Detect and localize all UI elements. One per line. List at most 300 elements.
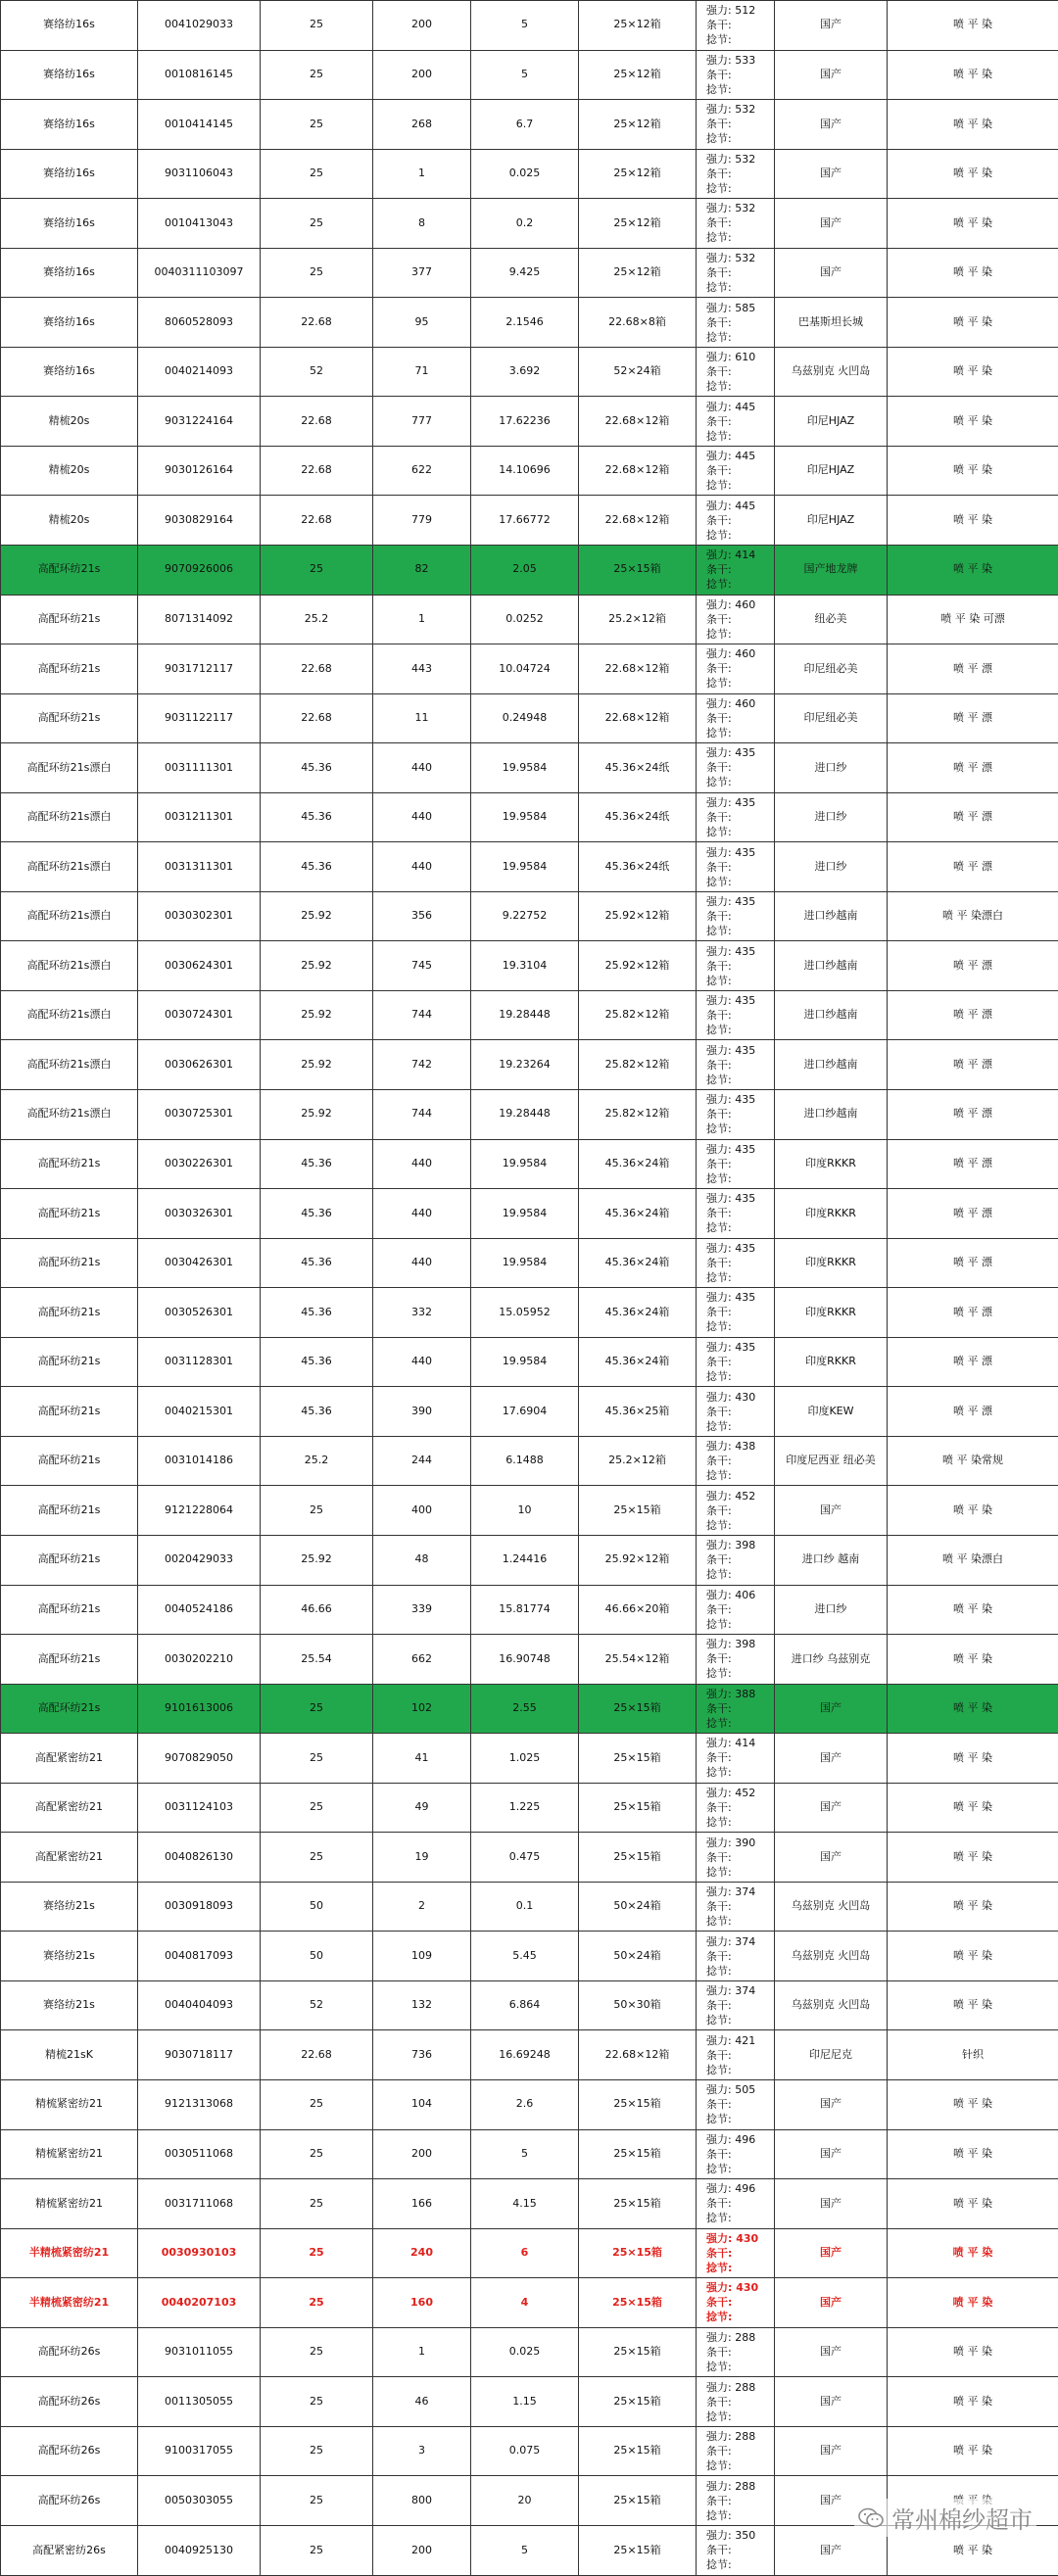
cell-spec: 25.92×12箱: [579, 941, 697, 991]
cell-code: 9070926006: [138, 546, 261, 596]
prop-strength: [706, 350, 770, 364]
prop-value: 435: [735, 1093, 756, 1107]
cell-origin: 进口纱: [775, 743, 888, 793]
prop-label: 捻节:: [706, 1270, 732, 1284]
prop-strength: [706, 1390, 770, 1405]
prop-label: 捻节:: [706, 2212, 732, 2225]
cell-code: 9031122117: [138, 693, 261, 743]
prop-label: 强力:: [706, 1588, 732, 1601]
cell-tons: 19.9584: [471, 1189, 579, 1239]
prop-value: 532: [735, 152, 756, 166]
cell-spec: 25×12箱: [579, 248, 697, 298]
table-row: [1, 2278, 1058, 2328]
prop-value: 374: [735, 1885, 756, 1899]
cell-spec: 50×24箱: [579, 1932, 697, 1981]
prop-label: 条干:: [706, 1503, 732, 1517]
cell-code: 0031211301: [138, 792, 261, 842]
prop-twist: [706, 1171, 770, 1186]
cell-w: 25: [261, 149, 373, 199]
cell-name: 精梳紧密纺21: [1, 2079, 138, 2129]
cell-properties: [697, 2476, 775, 2526]
cell-spec: 52×24箱: [579, 347, 697, 397]
cell-process: 喷 平 染: [888, 1783, 1058, 1833]
prop-strip: [706, 1503, 770, 1518]
cell-process: 喷 平 染漂白: [888, 1535, 1058, 1585]
cell-properties: [697, 347, 775, 397]
cell-code: 0040215301: [138, 1387, 261, 1437]
cell-qty: 268: [373, 100, 471, 150]
prop-label: 条干:: [706, 811, 732, 825]
cell-tons: 5.45: [471, 1932, 579, 1981]
prop-twist: [706, 825, 770, 839]
table-row: [1, 298, 1058, 348]
prop-value: 435: [735, 895, 756, 909]
cell-properties: [697, 397, 775, 447]
cell-properties: [697, 595, 775, 644]
prop-strip: [706, 562, 770, 577]
prop-label: 条干:: [706, 1108, 732, 1121]
cell-origin: 进口纱越南: [775, 891, 888, 941]
prop-label: 条干:: [706, 1553, 732, 1567]
cell-properties: [697, 792, 775, 842]
prop-value: 435: [735, 746, 756, 760]
prop-label: 强力:: [706, 2231, 733, 2245]
cell-qty: 200: [373, 2129, 471, 2179]
cell-properties: [697, 2278, 775, 2328]
prop-strength: [706, 1687, 770, 1701]
cell-process: 喷 平 漂: [888, 1288, 1058, 1338]
prop-value: 421: [735, 2033, 756, 2047]
cell-w: 25.92: [261, 891, 373, 941]
prop-twist: [706, 2063, 770, 2077]
prop-value: 496: [735, 2132, 756, 2146]
prop-label: 条干:: [706, 959, 732, 973]
prop-strip: [706, 1701, 770, 1716]
prop-label: 强力:: [706, 1687, 732, 1700]
prop-twist: [706, 230, 770, 245]
cell-w: 25: [261, 50, 373, 100]
cell-name: 高配环纺21s: [1, 1535, 138, 1585]
prop-value: 460: [735, 647, 756, 661]
cell-w: 45.36: [261, 1189, 373, 1239]
cell-code: 0050303055: [138, 2476, 261, 2526]
cell-qty: 622: [373, 446, 471, 496]
prop-strength: [706, 1241, 770, 1256]
prop-strength: [706, 449, 770, 463]
prop-label: 强力:: [706, 696, 732, 710]
cell-code: 9100317055: [138, 2426, 261, 2476]
prop-value: 435: [735, 994, 756, 1008]
prop-label: 条干:: [706, 19, 732, 32]
cell-properties: [697, 2377, 775, 2427]
prop-twist: [706, 1914, 770, 1929]
cell-name: 高配环纺21s漂白: [1, 1090, 138, 1140]
prop-label: 强力:: [706, 152, 732, 166]
cell-code: 8071314092: [138, 595, 261, 644]
prop-strength: [706, 1637, 770, 1651]
cell-process: 喷 平 漂: [888, 941, 1058, 991]
prop-label: 强力:: [706, 895, 732, 909]
cell-name: 高配紧密纺26s: [1, 2525, 138, 2575]
table-row: [1, 2079, 1058, 2129]
prop-strip: [706, 167, 770, 181]
prop-strength: [706, 1934, 770, 1949]
cell-code: 0040925130: [138, 2525, 261, 2575]
cell-tons: 19.28448: [471, 1090, 579, 1140]
prop-label: 条干:: [706, 1058, 732, 1072]
prop-strip: [706, 265, 770, 280]
prop-strength: [706, 696, 770, 711]
cell-spec: 25×15箱: [579, 2327, 697, 2377]
prop-strength: [706, 2330, 770, 2345]
prop-value: 445: [735, 499, 756, 512]
prop-value: 452: [735, 1786, 756, 1799]
cell-spec: 25×15箱: [579, 2426, 697, 2476]
cell-w: 22.68: [261, 644, 373, 694]
prop-value: 435: [735, 845, 756, 859]
prop-strip: [706, 1454, 770, 1468]
cell-name: 赛络纺16s: [1, 248, 138, 298]
prop-label: 条干:: [706, 1999, 732, 2013]
cell-tons: 5: [471, 2129, 579, 2179]
prop-strip: [706, 1355, 770, 1369]
prop-label: 捻节:: [706, 2360, 732, 2373]
cell-properties: [697, 298, 775, 348]
prop-label: 条干:: [706, 2345, 732, 2359]
cell-spec: 25×15箱: [579, 2377, 697, 2427]
cell-origin: 国产: [775, 1486, 888, 1536]
cell-origin: 国产: [775, 2129, 888, 2179]
watermark-text: 常州棉纱超市: [891, 2506, 1033, 2534]
prop-strength: [706, 2429, 770, 2444]
cell-properties: [697, 2228, 775, 2278]
prop-label: 捻节:: [706, 1667, 732, 1681]
prop-strip: [706, 68, 770, 82]
cell-tons: 0.2: [471, 199, 579, 249]
prop-value: 435: [735, 1192, 756, 1206]
table-row: [1, 990, 1058, 1040]
prop-strip: [706, 909, 770, 924]
cell-process: 喷 平 染: [888, 1486, 1058, 1536]
prop-label: 强力:: [706, 2330, 732, 2344]
prop-label: 条干:: [706, 612, 732, 626]
prop-label: 强力:: [706, 1885, 732, 1899]
cell-code: 0030426301: [138, 1238, 261, 1288]
cell-properties: [697, 2129, 775, 2179]
cell-process: 喷 平 染: [888, 1882, 1058, 1932]
prop-strength: [706, 2132, 770, 2147]
prop-value: 435: [735, 1241, 756, 1255]
cell-tons: 19.9584: [471, 792, 579, 842]
cell-origin: 进口纱 越南: [775, 1535, 888, 1585]
cell-origin: 进口纱: [775, 792, 888, 842]
cell-process: 喷 平 染: [888, 496, 1058, 546]
cell-name: 高配环纺21s: [1, 644, 138, 694]
cell-tons: 5: [471, 1, 579, 51]
cell-code: 0031014186: [138, 1436, 261, 1486]
prop-label: 强力:: [706, 202, 732, 215]
prop-strength: [706, 1191, 770, 1206]
cell-tons: 3.692: [471, 347, 579, 397]
prop-twist: [706, 131, 770, 146]
cell-origin: 乌兹别克 火凹岛: [775, 1980, 888, 2030]
cell-code: 9121228064: [138, 1486, 261, 1536]
prop-strip: [706, 1899, 770, 1914]
cell-code: 0030326301: [138, 1189, 261, 1239]
prop-value: 430: [736, 2231, 759, 2245]
prop-strength: [706, 1836, 770, 1850]
cell-tons: 0.1: [471, 1882, 579, 1932]
cell-properties: [697, 100, 775, 150]
cell-spec: 25×12箱: [579, 1, 697, 51]
cell-properties: [697, 1337, 775, 1387]
prop-label: 条干:: [706, 1306, 732, 1319]
cell-properties: [697, 743, 775, 793]
prop-strength: [706, 2181, 770, 2196]
prop-value: 532: [735, 252, 756, 264]
prop-strip: [706, 810, 770, 825]
cell-properties: [697, 1783, 775, 1833]
cell-name: 高配环纺26s: [1, 2377, 138, 2427]
table-row: [1, 644, 1058, 694]
cell-spec: 45.36×25箱: [579, 1387, 697, 1437]
prop-label: 捻节:: [706, 2014, 732, 2027]
watermark: [854, 2499, 1036, 2537]
prop-label: 强力:: [706, 2132, 732, 2146]
cell-properties: [697, 1585, 775, 1635]
prop-label: 捻节:: [706, 2261, 733, 2274]
cell-name: 高配环纺26s: [1, 2327, 138, 2377]
table-row: [1, 792, 1058, 842]
prop-twist: [706, 1468, 770, 1483]
cell-spec: 25×15箱: [579, 1486, 697, 1536]
cell-qty: 440: [373, 842, 471, 892]
prop-strip: [706, 661, 770, 676]
prop-label: 条干:: [706, 860, 732, 874]
prop-label: 强力:: [706, 1786, 732, 1799]
table-row: [1, 1734, 1058, 1784]
cell-name: 赛络纺16s: [1, 149, 138, 199]
cell-w: 52: [261, 347, 373, 397]
cell-name: 高配环纺26s: [1, 2476, 138, 2526]
cell-process: 喷 平 染: [888, 1932, 1058, 1981]
cell-spec: 25×12箱: [579, 149, 697, 199]
prop-label: 捻节:: [706, 1073, 732, 1086]
cell-spec: 45.36×24箱: [579, 1238, 697, 1288]
cell-process: 喷 平 染: [888, 2129, 1058, 2179]
prop-strip: [706, 2494, 770, 2508]
cell-w: 25: [261, 1783, 373, 1833]
cell-origin: 印度RKKR: [775, 1337, 888, 1387]
prop-strip: [706, 1305, 770, 1319]
cell-spec: 25.54×12箱: [579, 1635, 697, 1685]
cell-code: 0010414145: [138, 100, 261, 150]
cell-w: 25.92: [261, 1535, 373, 1585]
prop-twist: [706, 1765, 770, 1780]
prop-label: 强力:: [706, 1341, 732, 1355]
prop-twist: [706, 330, 770, 345]
prop-twist: [706, 1716, 770, 1731]
prop-label: 强力:: [706, 1142, 732, 1156]
prop-label: 条干:: [706, 2246, 733, 2260]
prop-strip: [706, 315, 770, 330]
prop-label: 条干:: [706, 2544, 732, 2557]
table-row: [1, 2030, 1058, 2080]
cell-process: 喷 平 染: [888, 1, 1058, 51]
prop-strength: [706, 251, 770, 265]
cell-properties: [697, 891, 775, 941]
cell-origin: 国产: [775, 248, 888, 298]
prop-label: 条干:: [706, 1602, 732, 1616]
prop-value: 388: [735, 1687, 756, 1700]
prop-strength: [706, 2280, 770, 2295]
table-row: [1, 842, 1058, 892]
cell-properties: [697, 546, 775, 596]
prop-label: 强力:: [706, 1539, 732, 1552]
cell-process: 喷 平 染: [888, 546, 1058, 596]
cell-spec: 22.68×12箱: [579, 397, 697, 447]
prop-twist: [706, 181, 770, 196]
table-row: [1, 1337, 1058, 1387]
prop-strip: [706, 1800, 770, 1815]
cell-qty: 779: [373, 496, 471, 546]
cell-properties: [697, 1932, 775, 1981]
prop-label: 强力:: [706, 1638, 732, 1651]
prop-twist: [706, 1023, 770, 1037]
prop-twist: [706, 32, 770, 47]
cell-process: 喷 平 漂: [888, 644, 1058, 694]
cell-spec: 25×15箱: [579, 1833, 697, 1883]
cell-code: 0030918093: [138, 1882, 261, 1932]
cell-origin: 进口纱: [775, 842, 888, 892]
cell-qty: 3: [373, 2426, 471, 2476]
cell-qty: 95: [373, 298, 471, 348]
wechat-icon: [858, 2507, 884, 2529]
cell-origin: 国产: [775, 2525, 888, 2575]
prop-label: 捻节:: [706, 1815, 732, 1829]
prop-value: 374: [735, 1934, 756, 1948]
prop-strip: [706, 2097, 770, 2112]
cell-w: 50: [261, 1882, 373, 1932]
cell-origin: 国产: [775, 2327, 888, 2377]
cell-code: 9031712117: [138, 644, 261, 694]
prop-strength: [706, 1538, 770, 1552]
prop-value: 438: [735, 1440, 756, 1454]
cell-spec: 25×15箱: [579, 2079, 697, 2129]
cell-process: 喷 平 漂: [888, 990, 1058, 1040]
cell-process: 喷 平 染: [888, 1833, 1058, 1883]
prop-label: 捻节:: [706, 181, 732, 195]
cell-properties: [697, 199, 775, 249]
cell-process: 喷 平 漂: [888, 1090, 1058, 1140]
prop-label: 强力:: [706, 4, 732, 18]
prop-label: 条干:: [706, 2395, 732, 2409]
prop-strip: [706, 2395, 770, 2409]
prop-twist: [706, 974, 770, 988]
cell-code: 9121313068: [138, 2079, 261, 2129]
prop-strength: [706, 201, 770, 215]
prop-label: 捻节:: [706, 776, 732, 789]
cell-tons: 17.62236: [471, 397, 579, 447]
cell-process: 喷 平 染: [888, 2179, 1058, 2229]
table-row: [1, 595, 1058, 644]
cell-process: 喷 平 染: [888, 2079, 1058, 2129]
cell-w: 25: [261, 100, 373, 150]
prop-strip: [706, 1157, 770, 1171]
cell-origin: 国产地龙牌: [775, 546, 888, 596]
cell-code: 0040817093: [138, 1932, 261, 1981]
cell-w: 45.36: [261, 1337, 373, 1387]
cell-w: 25.2: [261, 595, 373, 644]
table-row: [1, 100, 1058, 150]
cell-w: 22.68: [261, 2030, 373, 2080]
cell-qty: 200: [373, 50, 471, 100]
table-row: [1, 941, 1058, 991]
cell-tons: 16.90748: [471, 1635, 579, 1685]
cell-spec: 25×15箱: [579, 2525, 697, 2575]
cell-properties: [697, 941, 775, 991]
prop-strength: [706, 301, 770, 315]
prop-label: 捻节:: [706, 1469, 732, 1483]
prop-twist: [706, 1073, 770, 1087]
cell-process: 喷 平 漂: [888, 1387, 1058, 1437]
cell-spec: 45.36×24纸: [579, 743, 697, 793]
prop-label: 捻节:: [706, 1419, 732, 1433]
cell-name: 高配环纺21s: [1, 1436, 138, 1486]
cell-code: 8060528093: [138, 298, 261, 348]
prop-label: 捻节:: [706, 1370, 732, 1384]
prop-twist: [706, 2458, 770, 2473]
cell-w: 25: [261, 1486, 373, 1536]
cell-name: 精梳20s: [1, 446, 138, 496]
prop-strip: [706, 1405, 770, 1419]
prop-label: 强力:: [706, 1043, 732, 1057]
cell-name: 高配环纺21s漂白: [1, 842, 138, 892]
cell-origin: 国产: [775, 1684, 888, 1734]
cell-process: 喷 平 染: [888, 199, 1058, 249]
cell-process: 喷 平 漂: [888, 1189, 1058, 1239]
prop-value: 585: [735, 301, 756, 314]
prop-strength: [706, 2528, 770, 2543]
prop-label: 捻节:: [706, 33, 732, 47]
prop-value: 445: [735, 450, 756, 463]
prop-label: 捻节:: [706, 1865, 732, 1879]
prop-label: 强力:: [706, 450, 732, 463]
cell-spec: 25×15箱: [579, 2278, 697, 2328]
cell-w: 25.54: [261, 1635, 373, 1685]
prop-label: 捻节:: [706, 974, 732, 987]
prop-twist: [706, 2360, 770, 2374]
prop-value: 398: [735, 1539, 756, 1552]
cell-spec: 50×24箱: [579, 1882, 697, 1932]
table-row: [1, 1436, 1058, 1486]
cell-process: 喷 平 漂: [888, 693, 1058, 743]
cell-name: 高配环纺21s: [1, 1585, 138, 1635]
prop-label: 条干:: [706, 761, 732, 775]
cell-w: 25.92: [261, 990, 373, 1040]
cell-name: 赛络纺16s: [1, 347, 138, 397]
cell-name: 赛络纺16s: [1, 298, 138, 348]
prop-twist: [706, 627, 770, 642]
cell-spec: 25×12箱: [579, 100, 697, 150]
cell-tons: 9.22752: [471, 891, 579, 941]
cell-origin: 国产: [775, 149, 888, 199]
prop-value: 532: [735, 103, 756, 117]
prop-label: 条干:: [706, 1751, 732, 1765]
cell-qty: 400: [373, 1486, 471, 1536]
prop-strength: [706, 845, 770, 860]
cell-name: 赛络纺16s: [1, 100, 138, 150]
